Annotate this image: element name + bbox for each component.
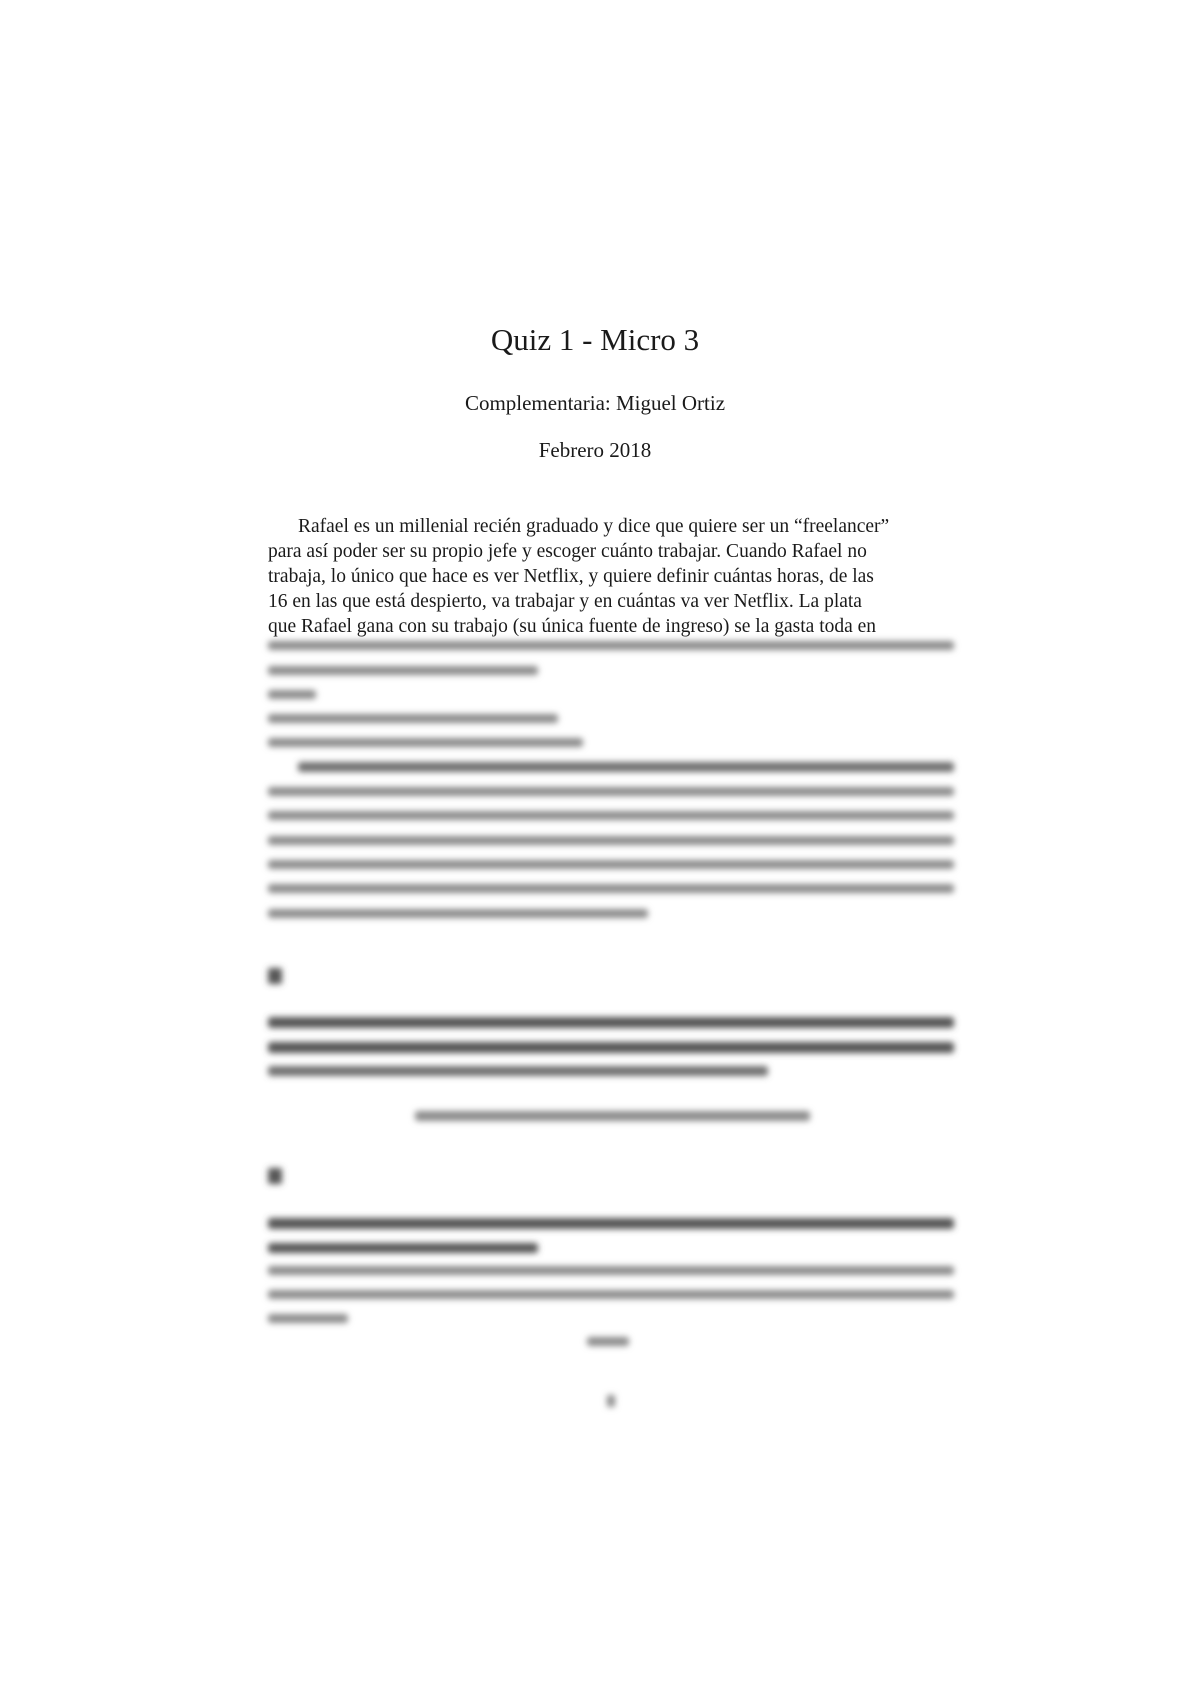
intro-line: trabaja, lo único que hace es ver Netflix, y quiere definir cuántas horas, de las	[268, 566, 874, 587]
blurred-text-lines	[268, 641, 954, 1407]
intro-line: Rafael es un millenial recién graduado y dice que quiere ser un “freelancer”	[298, 516, 890, 537]
intro-line: 16 en las que está despierto, va trabajar y en cuántas va ver Netflix. La plata	[268, 591, 862, 612]
intro-line: para así poder ser su propio jefe y escoger cuánto trabajar. Cuando Rafael no	[268, 541, 867, 562]
document-author: Complementaria: Miguel Ortiz	[464, 391, 726, 415]
intro-line: que Rafael gana con su trabajo (su única fuente de ingreso) se la gasta toda en	[268, 616, 877, 637]
document-date: Febrero 2018	[538, 438, 652, 462]
document-title: Quiz 1 - Micro 3	[490, 322, 700, 357]
